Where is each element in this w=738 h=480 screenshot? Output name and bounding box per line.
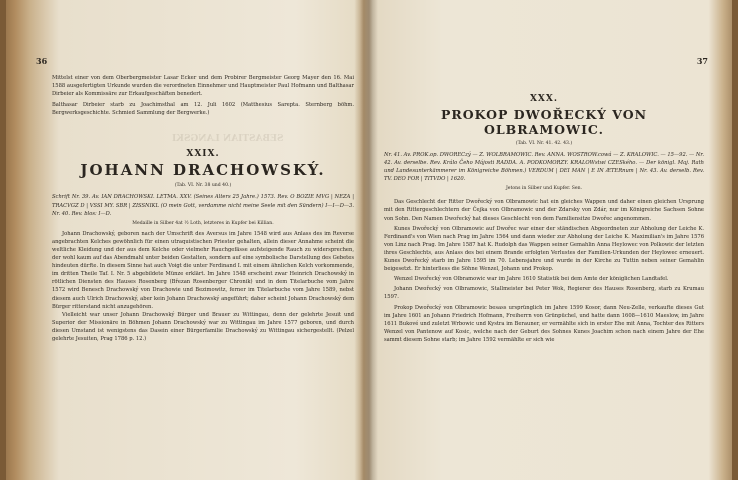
right-content	[384, 94, 704, 344]
showthrough-text: SEBASTIAN LANGSKI	[172, 134, 284, 144]
tab-reference-right: (Tab. VI. Nr. 41. 42. 43.)	[515, 141, 573, 146]
left-intro: Mittelst einer von dem Oberbergmeister Lasar Ecker und dem Probirer Bergmeister Georg Mayer den 16. Mai 1588 ausgefertigten Urkunde wurden die verordneten Einnehmer und Hauptmeister Paul Hofmann und Balthasar Dirbeier als Kommissäre zur Erkaufgeschäften benedert.	[52, 75, 354, 98]
metal-note-right: Jetons in Silber und Kupfer. Sen.	[505, 186, 583, 192]
inscription-left: Schrift Nr. 39. Av. IAN DRACHOWSKI. LETMA. XXV. (Seines Alters 25 Jahre.) 1573. Rev. O BOZIE MVG | NEZA | TRACVGZ D | VSSI MY. SBR | ZISSNIKL (O mein Gott, verdamme nicht meine Seele mit den Sündern) I—I—D—3. Nr. 40. Rev. blos: I—D.	[52, 194, 354, 217]
tab-reference-left: (Tab. VI. Nr. 38 und 40.)	[174, 183, 232, 189]
body-right-4: Johann Dwořecký von Olbramowic, Stallmeister bei Peter Wok, Regierer des Hauses Rosenberg, starb zu Krumau 1597.	[384, 286, 704, 301]
left-intro2: Balthasar Dirbeier starb zu Joachimsthal am 12. Juli 1602 (Matthesius Sarepta. Sternberg böhm. Bergwerksgeschichte. Schmied Sammlung der Bergwerke.)	[52, 102, 354, 117]
book-edge-left	[0, 0, 6, 480]
body-right-3: Wenzel Dwořecký von Olbramowic war im Jahre 1610 Statistik bei dem Amte der königlichen Landtafel.	[394, 276, 669, 283]
section-number-left: XXIX.	[186, 149, 220, 160]
body-left-1: Johann Drachowský, geboren nach der Umschrift des Aversus im Jahre 1548 wird aus Anlass des im Reverse angebrachten Kelches gewöhnlich für einen utraquistischen Priester gehalten, allein dieser Annahme scheint die weltliche Kleidung und der aus dem Kelche oder vielmehr Rauchgefässe aufsteigende Rauch zu widersprechen, der wohl kaum auf das Abendmahl unter beiden Gestalten, sondern auf eine symbolische Darstellung des Gebetes hindeuten dürfte. In diesem Sinne hat auch Voigt die unter Ferdinand I. mit einem ähnlichen Kelch vorkommende, im dritten Theile Taf. I. Nr. 5 abgebildete Münze erklärt. Im Jahre 1548 erscheint zwar Heinrich Drachowský in rötlichen Diensten des Hauses Rosenberg (Březan Rosenberger Chronik) und in dem Titelarbuche vom Jahre 1572 wird Benesch Drachowský von Drachowie und Bezimowitz, ferner im Titelarbuche vom Jahre 1589, nebst diesem auch Ulrich Drachowský, aber kein Johann Drachowský angeführt; daher scheint Johann Drachowský dem Bürger ritterstand nicht anzugehören.	[52, 230, 354, 310]
gutter-fold	[360, 0, 378, 480]
book-edge-right	[732, 0, 738, 480]
section-title-left: JOHANN DRACHOWSKÝ.	[80, 161, 326, 180]
body-left-2: Vielleicht war unser Johann Drachowský Bürger und Brauer zu Wittingau, denn der gelehrte Jesuit und Superior der Missionäre in Böhmen Johann Drachowský war zu Wittingau im Jahre 1577 geboren, und durch diesen Umstand ist wenigstens das Dasein einer Bürgerfamilie Drachowský zu Wittingau sichergestellt. (Pelzel gelehrte Jesuiten, Prag 1786 p. 12.)	[52, 311, 354, 342]
left-page	[28, 8, 354, 474]
page-number-right: 37	[696, 56, 708, 66]
metal-note-left: Medaille in Silber 4at ½ Loth, letzteres in Kupfer bei Killian.	[132, 220, 274, 226]
page-number-left: 36	[36, 56, 48, 66]
section-title-right: PROKOP DWOŘECKÝ VON OLBRAMOWIC.	[440, 107, 648, 137]
left-content	[52, 74, 354, 343]
right-page	[384, 8, 714, 474]
body-right-2: Kunes Dwořecký von Olbramowic auf Dwořec war einer der ständischen Abgeordneten zur Abholung der Leiche K. Ferdinand's von Wien nach Prag im Jahre 1564 und dann wieder zur Abholung der Leiche K. Maximilian's im Jahre 1576 von Linz nach Prag. Im Jahre 1587 hat K. Rudolph das Wappen seiner Gemahlin Anna Heylowec von Polkowic der letzten ihres Geschlechts, aus Anlass des bei einem Brande erfolgten Verlustes der Familien-Urkunden der Heylowec erneuert. Kunes Dwořecký starb im Jahre 1595 im 70. Lebensjahre und wurde in der Kirche zu Tuttin neben seiner Gemahlin beigesetzt. Er hinterliess die Söhne Wenzel, Johann und Prokop.	[384, 225, 704, 273]
section-number-right: XXX.	[529, 94, 559, 104]
body-right-1: Das Geschlecht der Ritter Dwořecký von Olbramowic hat ein gleiches Wappen und daher einen gleichen Ursprung mit den Rittergeschlechtern der Čejka von Olbramowic und der Zdarsky von Zdár, nur im Königreiche Sachsen Sohne von Sohn. Den Namen Dwořecký hat dieses Geschlecht von dem Familiensitze Dwořec angenommen.	[384, 199, 704, 222]
body-right-5: Prokop Dwořecký von Olbramowic besass ursprünglich im Jahre 1599 Kosor, dann Neu-Zelle, verkaufte dieses Gut im Jahre 1601 an Johann Friedrich Hofmann, Freiherrn von Grünpüchel, und hatte dann 1608—1610 Maeslow, im Jahre 1611 Bukové und zuletzt Wrbowic und Kystra im Berauner, er vermählte sich in erster Ehe mit Anna, Tochter des Ritters Wenzel von Pantenow auf Kosic, welche nach der Geburt des Sohnes Kunes Joachim schon nach einem Jahre der Ehe sammt diesem Sohne starb; im Jahre 1592 vermählte er sich wie	[384, 304, 704, 343]
inscription-right: Nr. 41. Av. PROK.op. DWORECzý — Z. WOLBRAMOWIC. Rev. ANNA. WOSTROW.cowá — Z. KRALOWIC. — 15—92. — Nr. 42. Av. derselbe. Rev. Králo Čeho Májosti RADDA. A. PODKOMORZY. KRALOWstwi CZESkého. — Der königl. Maj. Rath und Landesunterkämmerer im Königreiche Böhmen.) VERDUM | DEI MAN | E IN ÆTERnum | Nr. 43. Av. derselb. Rev. TV. DEO FOR | TITVDO | 1620.	[384, 152, 704, 183]
